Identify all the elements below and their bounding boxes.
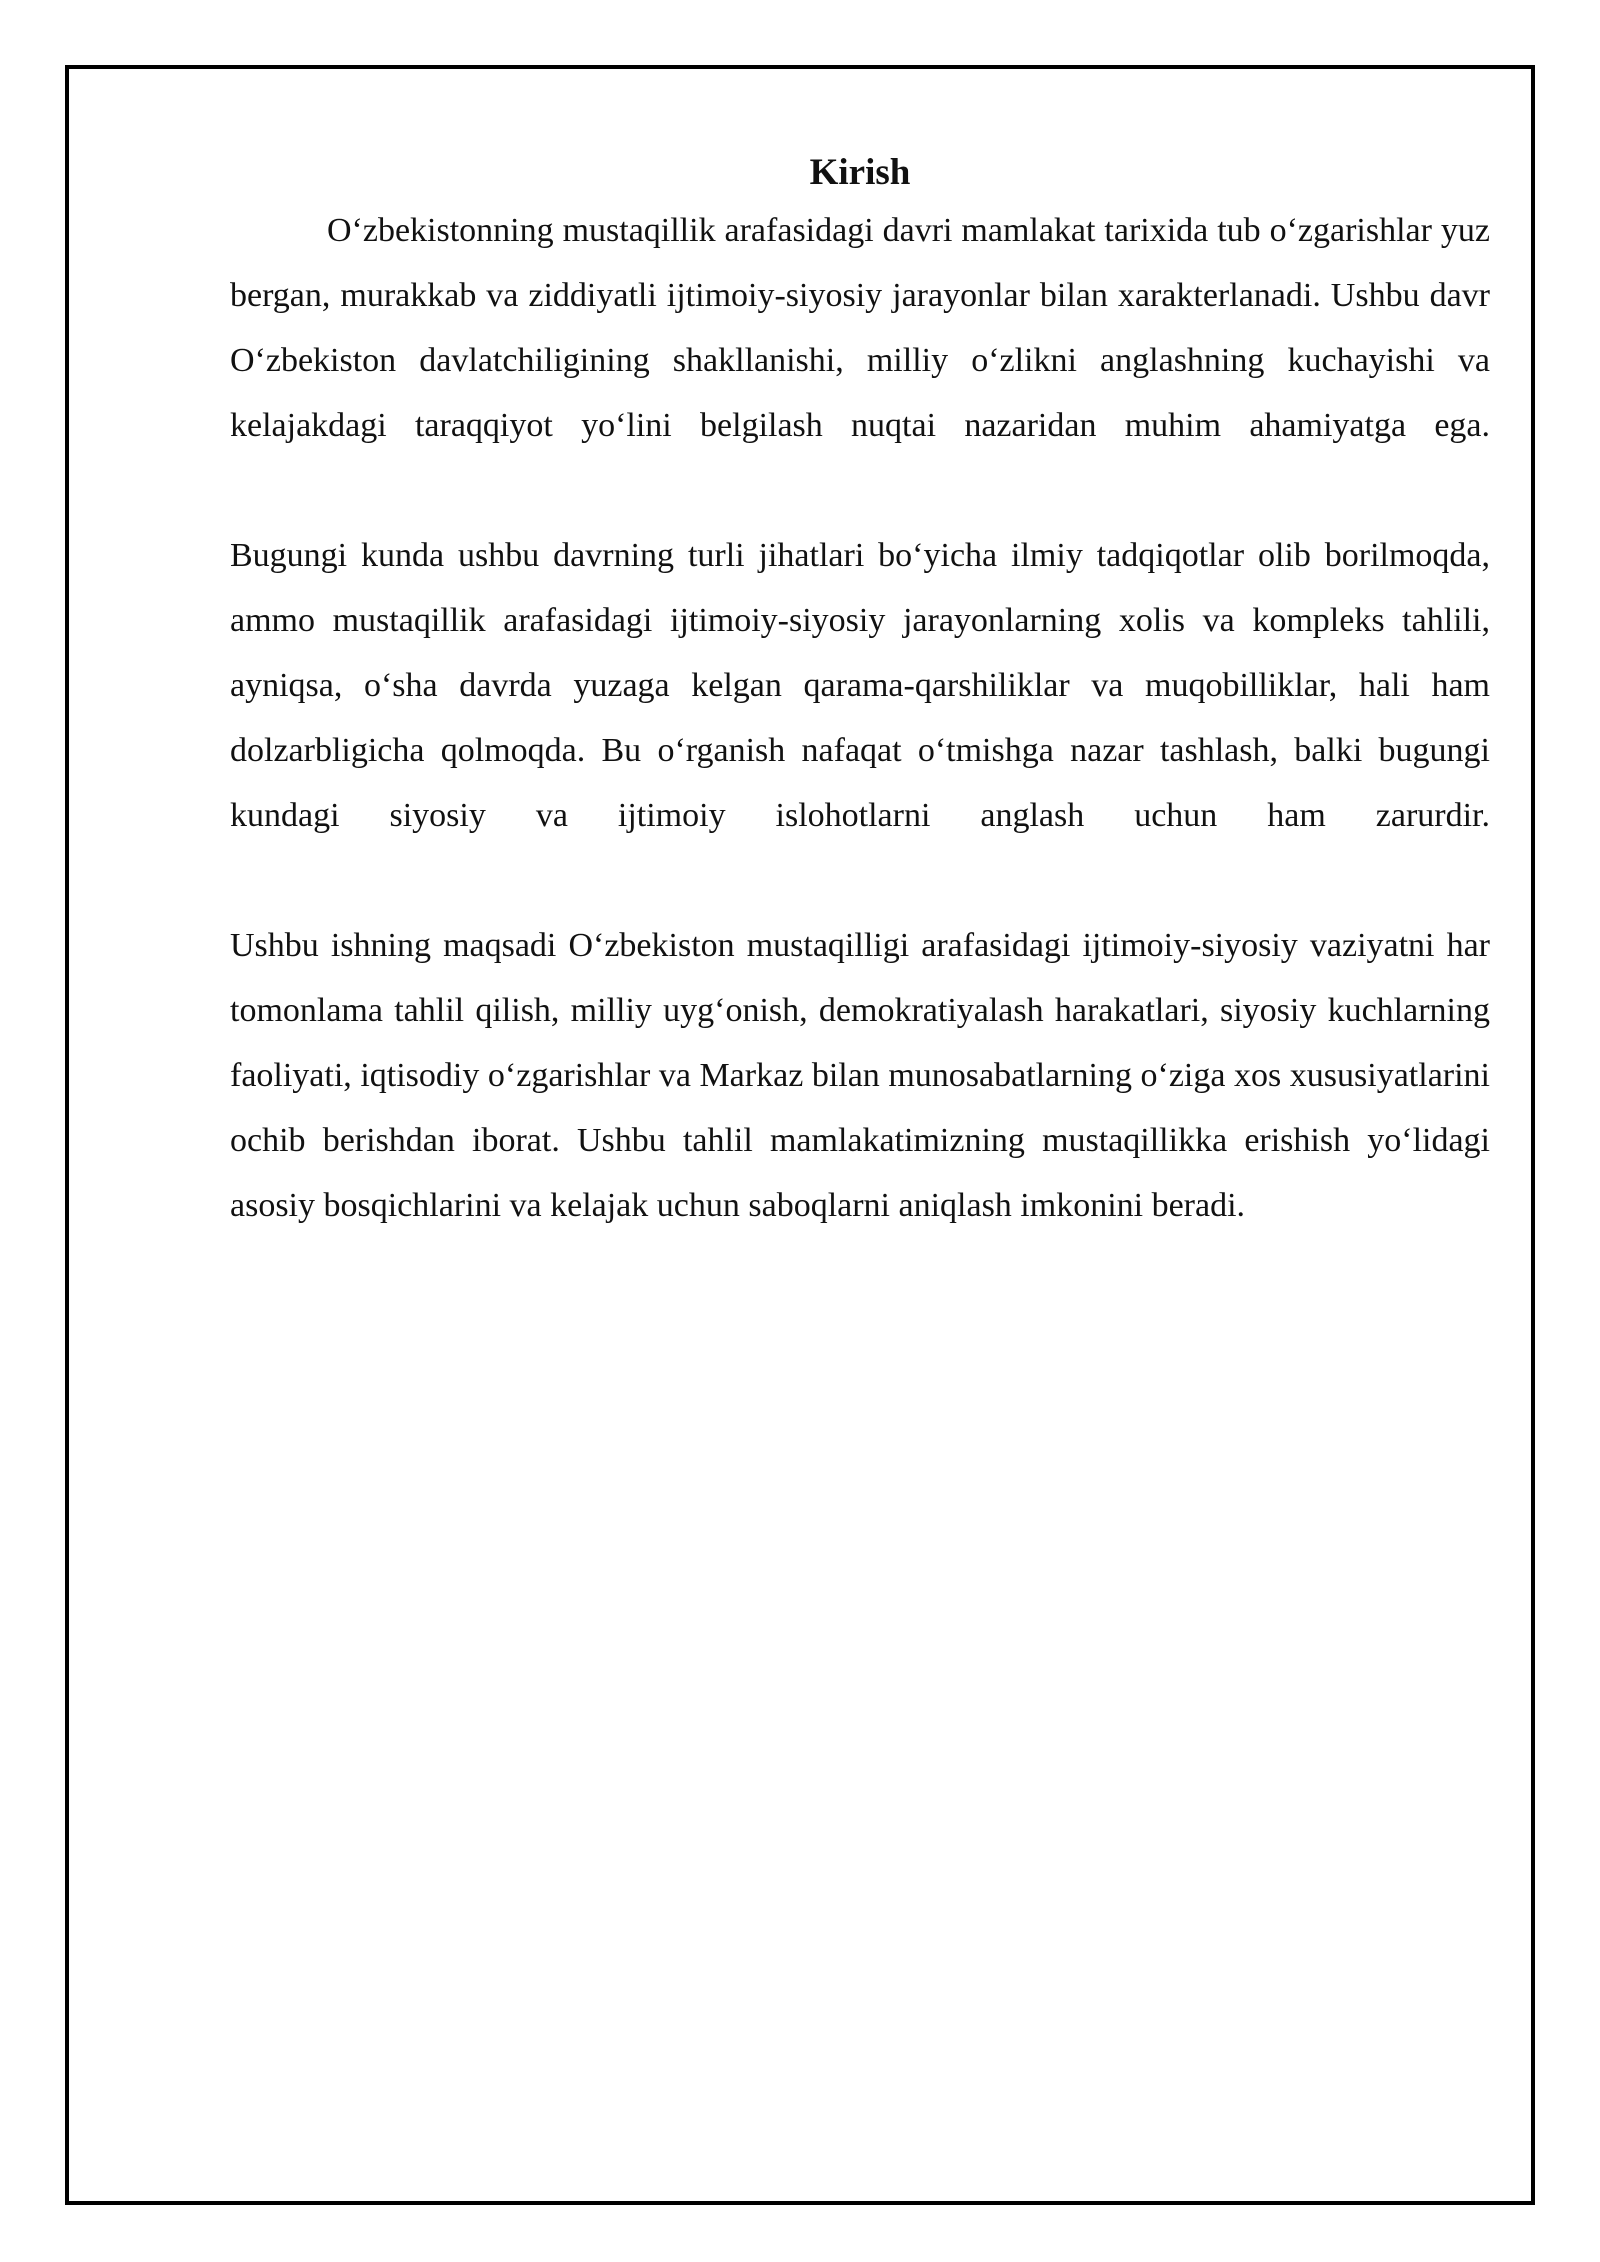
paragraph-gap [230, 848, 1490, 913]
document-title: Kirish [809, 152, 911, 193]
paragraph-relevance: Bugungi kunda ushbu davrning turli jihatlari bo‘yicha ilmiy tadqiqotlar olib borilmoqda, ammo mustaqillik arafasidagi ijtimoiy-siyosiy jarayonlarning xolis va kompleks tahlili, ayniqsa, o‘sha davrda yuzaga kelgan qarama-qarshiliklar va muqobilliklar, hali ham dolzarbligicha qolmoqda. Bu o‘rganish nafaqat o‘tmishga nazar tashlash, balki bugungi kundagi siyosiy va ijtimoiy islohotlarni anglash uchun ham zarurdir. [230, 537, 1490, 834]
paragraph-gap [230, 458, 1490, 523]
paragraph-goal: Ushbu ishning maqsadi O‘zbekiston mustaqilligi arafasidagi ijtimoiy-siyosiy vaziyatni har tomonlama tahlil qilish, milliy uyg‘onish, demokratiyalash harakatlari, siyosiy kuchlarning faoliyati, iqtisodiy o‘zgarishlar va Markaz bilan munosabatlarning o‘ziga xos xususiyatlarini ochib berishdan iborat. Ushbu tahlil mamlakatimizning mustaqillikka erishish yo‘lidagi asosiy bosqichlarini va kelajak uchun saboqlarni aniqlash imkonini beradi. [230, 927, 1490, 1224]
paragraph-intro: O‘zbekistonning mustaqillik arafasidagi davri mamlakat tarixida tub o‘zgarishlar yuz bergan, murakkab va ziddiyatli ijtimoiy-siyosiy jarayonlar bilan xarakterlanadi. Ushbu davr O‘zbekiston davlatchiligining shakllanishi, milliy o‘zlikni anglashning kuchayishi va kelajakdagi taraqqiyot yo‘lini belgilash nuqtai nazaridan muhim ahamiyatga ega. [230, 212, 1490, 444]
document-body [230, 148, 1490, 1238]
